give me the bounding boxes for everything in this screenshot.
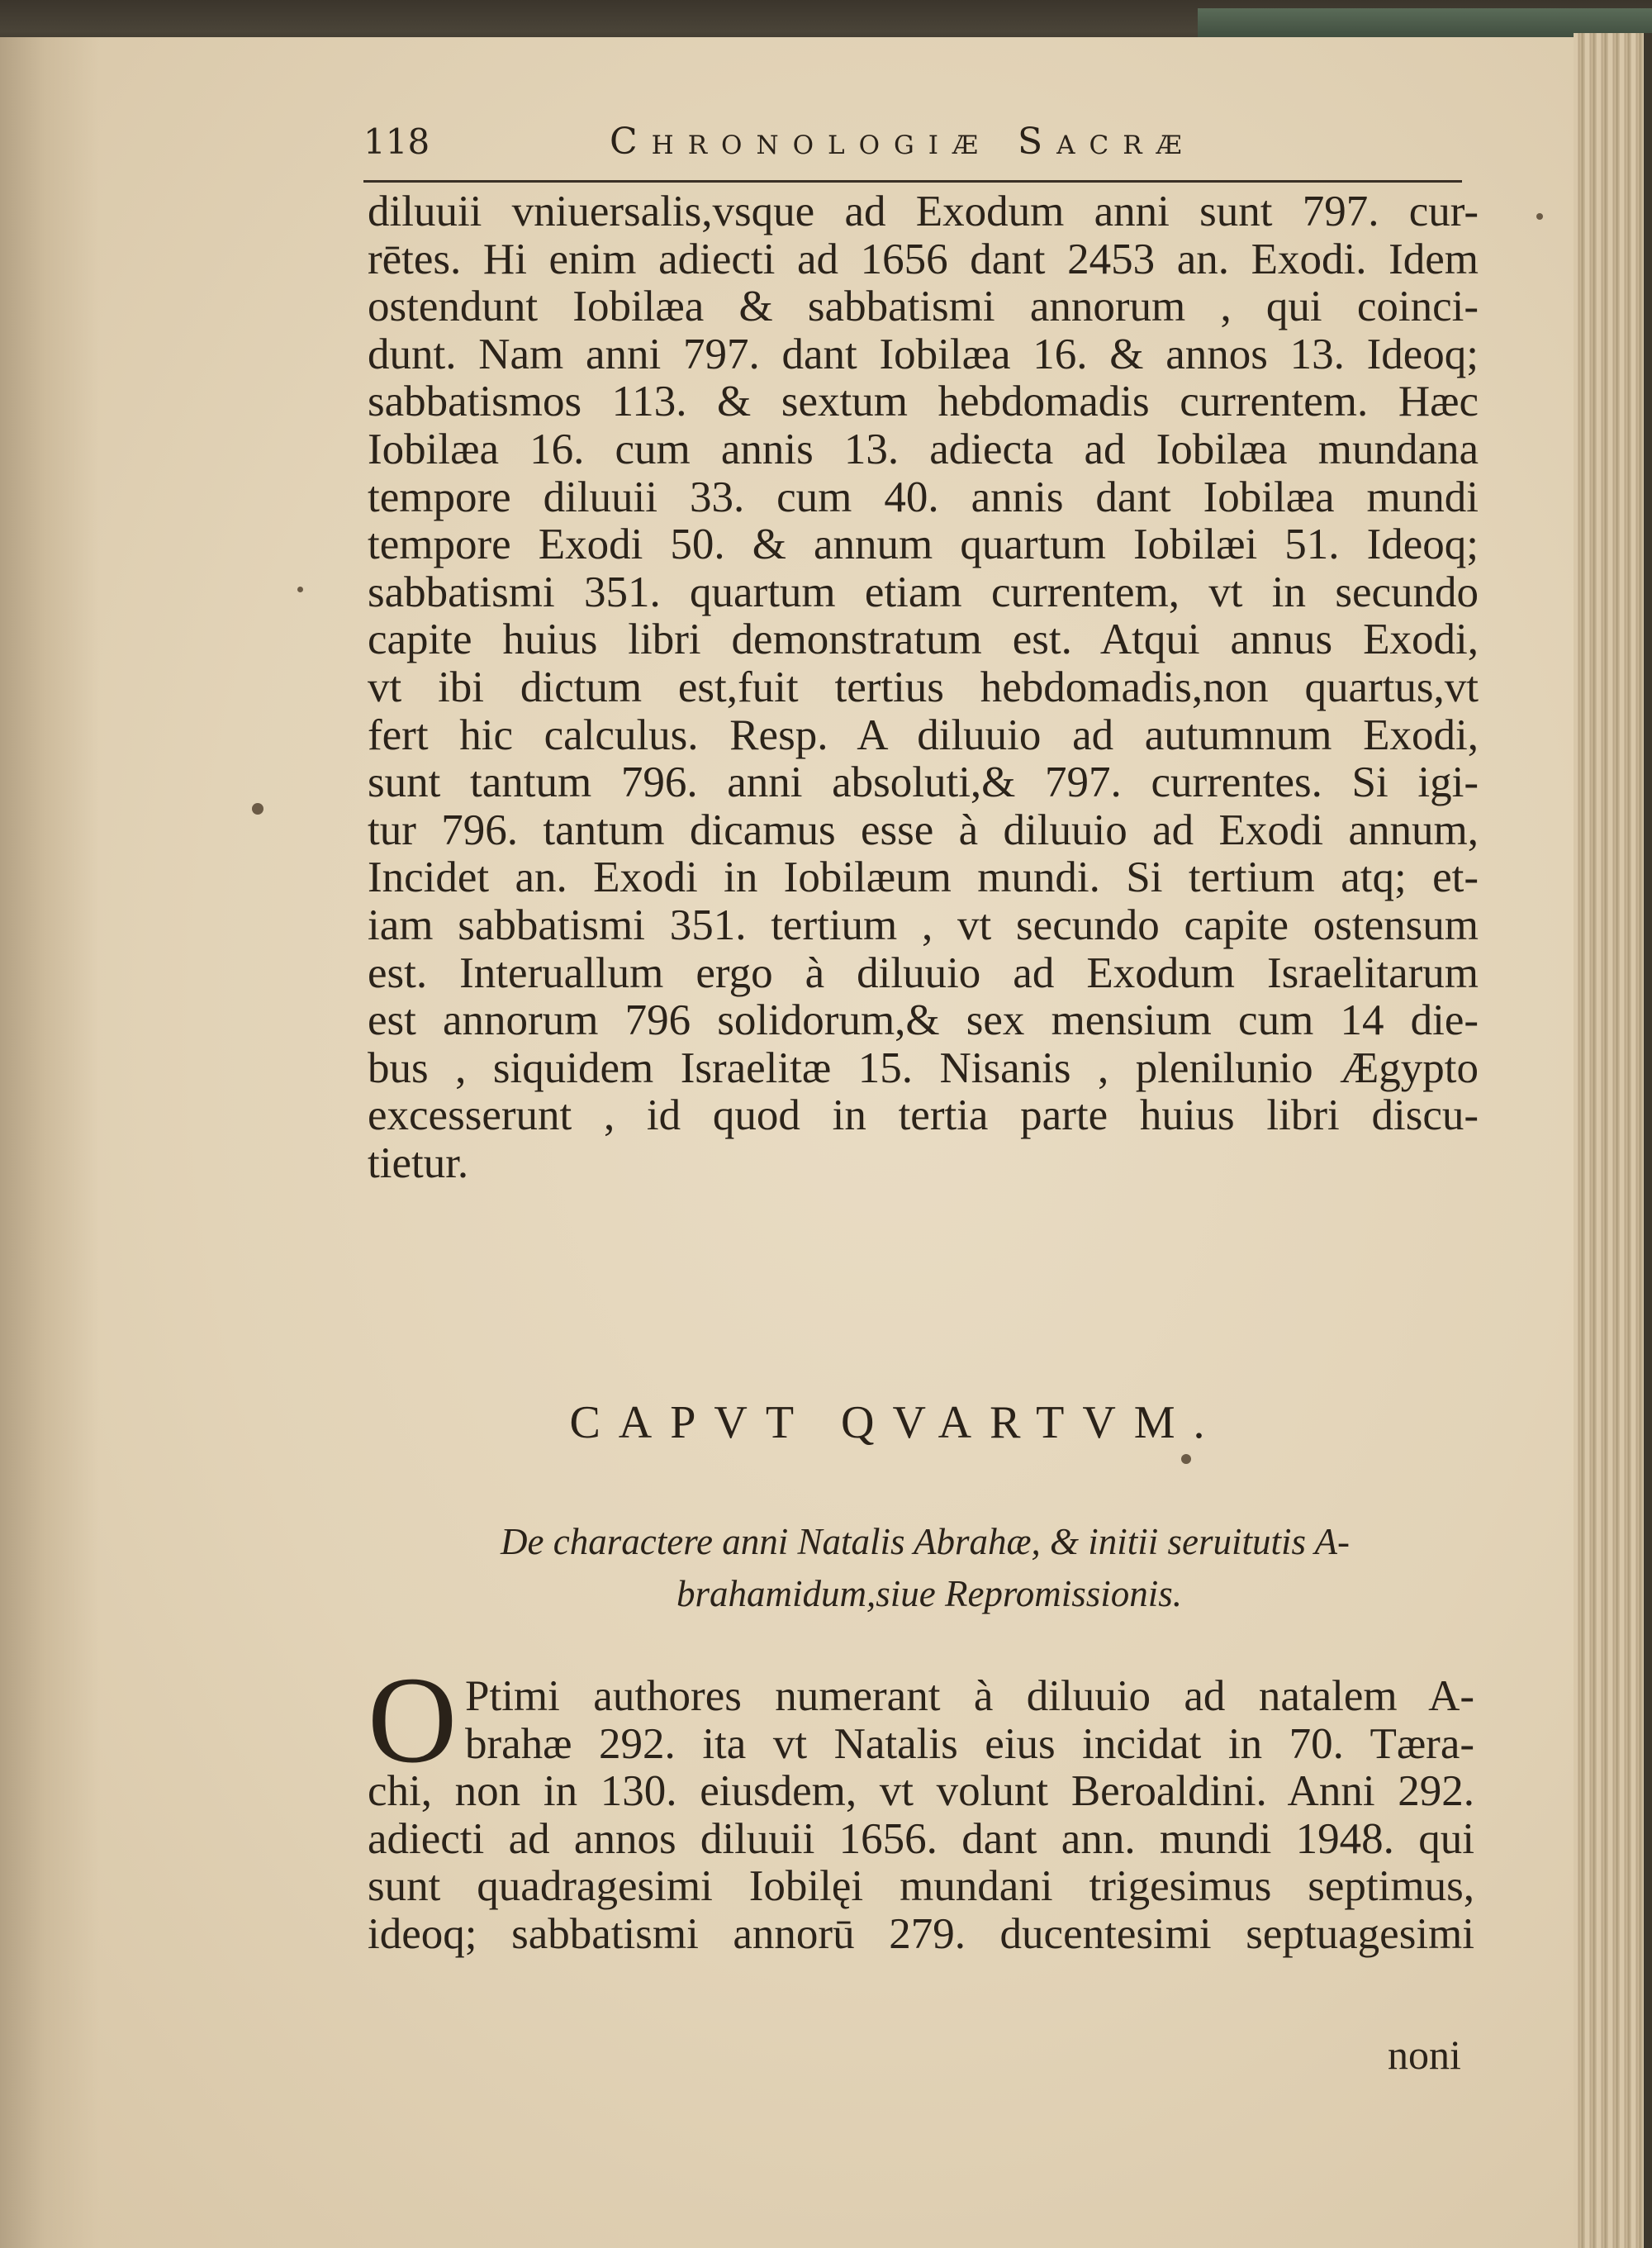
- text-line: chi, non in 130. eiusdem, vt volunt Beroaldini. Anni 292.: [368, 1767, 1474, 1816]
- text-line: ostendunt Iobilæa & sabbatismi annorum , qui coinci-: [368, 283, 1479, 331]
- text-line: bus , siquidem Israelitæ 15. Nisanis , plenilunio Ægypto: [368, 1043, 1479, 1092]
- chapter-subtitle: De charactere anni Natalis Abrahæ, & initii seruitutis A-: [501, 1521, 1350, 1562]
- text-line: est. Interuallum ergo à diluuio ad Exodum Israelitarum: [368, 948, 1479, 997]
- text-line: vt ibi dictum est,fuit tertius hebdomadis,non quartus,vt: [368, 663, 1479, 711]
- text-line: ideoq; sabbatismi annorū 279. ducentesimi septuagesimi: [368, 1909, 1474, 1958]
- chapter-heading: CAPVT QVARTVM.: [569, 1397, 1223, 1448]
- ink-speck: [297, 587, 303, 592]
- text-line: Iobilæa 16. cum annis 13. adiecta ad Iobilæa mundana: [368, 425, 1479, 473]
- text-line: tempore diluuii 33. cum 40. annis dant Iobilæa mundi: [368, 473, 1479, 521]
- text-line: fert hic calculus. Resp. A diluuio ad autumnum Exodi,: [368, 711, 1479, 759]
- page-gutter-shadow: [0, 37, 99, 2248]
- page-number: 118: [363, 121, 430, 162]
- text-line: est annorum 796 solidorum,& sex mensium cum 14 die-: [368, 996, 1479, 1045]
- book-cover-right-edge: [1644, 33, 1652, 2248]
- text-line: adiecti ad annos diluuii 1656. dant ann. mundi 1948. qui: [368, 1814, 1474, 1863]
- page-stack-edge: [1574, 33, 1652, 2248]
- text-line: tempore Exodi 50. & annum quartum Iobilæi 51. Ideoq;: [368, 520, 1479, 569]
- text-line: tietur.: [368, 1138, 469, 1187]
- text-line: Incidet an. Exodi in Iobilæum mundi. Si tertium atq; et-: [368, 853, 1479, 902]
- ink-speck: [252, 803, 263, 815]
- header-rule: [363, 180, 1462, 183]
- text-line: Ptimi authores numerant à diluuio ad natalem A-: [465, 1672, 1474, 1720]
- running-title: Chronologiæ Sacræ: [610, 121, 1196, 163]
- text-line: brahæ 292. ita vt Natalis eius incidat in 70. Tæra-: [465, 1719, 1474, 1768]
- text-line: sunt quadragesimi Iobilęi mundani trigesimus septimus,: [368, 1862, 1474, 1911]
- ink-speck: [1181, 1454, 1191, 1464]
- text-line: sunt tantum 796. anni absoluti,& 797. currentes. Si igi-: [368, 758, 1479, 807]
- text-line: excesserunt , id quod in tertia parte huius libri discu-: [368, 1091, 1479, 1140]
- text-line: capite huius libri demonstratum est. Atqui annus Exodi,: [368, 615, 1479, 664]
- text-line: sabbatismos 113. & sextum hebdomadis currentem. Hæc: [368, 378, 1479, 426]
- chapter-subtitle: brahamidum,siue Repromissionis.: [676, 1573, 1183, 1614]
- text-line: dunt. Nam anni 797. dant Iobilæa 16. & annos 13. Ideoq;: [368, 330, 1479, 378]
- text-line: tur 796. tantum dicamus esse à diluuio ad Exodi annum,: [368, 806, 1479, 854]
- continued-text-block: [368, 188, 1479, 1187]
- text-line: rētes. Hi enim adiecti ad 1656 dant 2453 an. Exodi. Idem: [368, 235, 1479, 283]
- drop-capital: O: [368, 1652, 458, 1789]
- ink-speck: [1536, 213, 1543, 220]
- catchword: noni: [1388, 2032, 1461, 2078]
- text-line: iam sabbatismi 351. tertium , vt secundo capite ostensum: [368, 901, 1479, 949]
- chapter-text-block: [368, 1652, 1474, 1959]
- text-line: sabbatismi 351. quartum etiam currentem, vt in secundo: [368, 568, 1479, 616]
- text-line: diluuii vniuersalis,vsque ad Exodum anni sunt 797. cur-: [368, 188, 1479, 235]
